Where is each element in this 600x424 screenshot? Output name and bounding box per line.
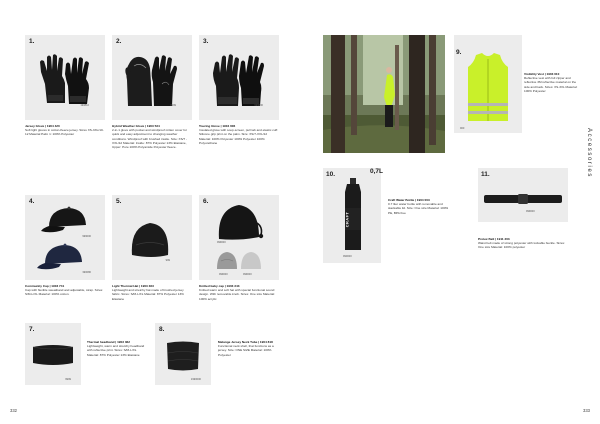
product-description-8 <box>218 340 282 357</box>
right-page-number: 333 <box>583 408 590 413</box>
product-sku: 390080 <box>82 271 91 274</box>
product-body: Lightweight, warm and stretchy headband with reflective print. Sizes: S/M-L/XL Material: 87% Polyester 13% Elastane <box>87 344 145 357</box>
glove-pair-image <box>35 48 95 108</box>
product-sku: 990000 <box>343 255 352 258</box>
product-number: 10. <box>326 171 336 178</box>
product-panel-4 <box>25 195 105 280</box>
product-title: Touring Glove | 1904 606 <box>199 124 236 128</box>
navy-cap-image <box>35 240 91 274</box>
product-body: 0.7 liter water bottle with removable and stackable lid. Size: One size Material: 100% PE, BPA free <box>388 202 449 215</box>
product-panel-10 <box>323 168 384 263</box>
product-sku: 999000 <box>526 210 535 213</box>
product-panel-7 <box>25 323 81 385</box>
product-panel-11 <box>478 168 568 222</box>
forest-photo <box>323 35 445 153</box>
product-description-4 <box>25 284 105 297</box>
knitted-cap-image <box>213 199 267 243</box>
right-page <box>300 0 600 424</box>
left-page-number: 332 <box>10 408 17 413</box>
product-body: Functional neck shell, that functions as a jersey. Size: ONE SIZE Material: 100% Polyester <box>218 344 274 357</box>
product-sku: 999 <box>165 259 170 262</box>
product-panel-8 <box>155 323 211 385</box>
product-title: Visibility Vest | 1903 610 <box>524 72 560 76</box>
product-sku: 999000 <box>82 235 91 238</box>
touring-glove-image <box>209 48 269 110</box>
product-title: Knitted baby cap | 1903 343 <box>199 284 240 288</box>
product-body: Reflective vest with full zipper and reflective 3M reflective material on the side and back. Sizes: XS-3XL Material: 100% Polyester <box>524 76 578 93</box>
product-title: Craft Water Bottle | 1904 003 <box>388 198 430 202</box>
product-description-5 <box>112 284 192 301</box>
belt-image <box>484 193 562 205</box>
product-description-10 <box>388 198 454 215</box>
product-sku: 999000 <box>217 241 226 244</box>
product-number: 9. <box>456 49 462 56</box>
product-sku: 9999 <box>65 378 71 381</box>
product-description-9 <box>524 72 580 93</box>
product-description-6 <box>199 284 279 301</box>
product-panel-5 <box>112 195 192 280</box>
product-body: Knitted warm and soft hat with special functional sound design. With removable knob. Sizes: One size Material: 100% acrylic <box>199 288 275 301</box>
product-title: Community Cap | 1903 741 <box>25 284 65 288</box>
product-title: Hybrid Weather Glove | 1903 534 <box>112 124 160 128</box>
product-panel-3 <box>199 35 279 120</box>
product-panel-1 <box>25 35 105 120</box>
product-description-1 <box>25 124 105 137</box>
product-number: 1. <box>29 38 35 45</box>
product-sku: 190810 <box>80 104 89 107</box>
product-sku: 999000 <box>219 273 228 276</box>
product-body: Lightweight and stretchy hat made of brushed jersey fabric. Sizes: S/M-L/XL Material: 87% Polyester 13% Elastane <box>112 288 184 301</box>
neck-tube-image <box>163 339 203 373</box>
product-body: Waist belt made of strong polyester with lockable buckle. Sizes: One size Material: 100% polyester <box>478 241 565 250</box>
product-sku: 999000 <box>254 104 263 107</box>
product-number: 3. <box>203 38 209 45</box>
product-panel-9 <box>454 35 522 133</box>
bottle-volume-label: 0,7L <box>370 168 384 175</box>
product-description-3 <box>199 124 279 145</box>
black-cap-image <box>39 203 95 237</box>
product-body: Cap with flexible sweatband and adjustable, strap. Sizes: S/M-L/XL Material: 100% cotton. <box>25 288 104 297</box>
product-number: 7. <box>29 326 35 333</box>
product-description-2 <box>112 124 192 149</box>
product-panel-2 <box>112 35 192 120</box>
product-number: 4. <box>29 198 35 205</box>
product-sku: 900 <box>460 127 465 130</box>
product-number: 8. <box>159 326 165 333</box>
product-description-11 <box>478 237 570 250</box>
bottle-brand-text: CRAFT <box>344 211 350 228</box>
section-label: Accessories <box>586 128 592 178</box>
product-body: Soft light gloves in cotton-fleece jersey. Sizes XS-3XL/10-12 Material Palm 1: 100% Polyester <box>25 128 104 137</box>
product-body: 2-in-1 glove with pocket and windproof mitten cover for quick and easy adjustment to changing weather conditions. Windproof with brushed inside. Size: XS/7 - XXL/12 Material: Inside: 87% Polyester 13% Elastane, Upper: Pure 100% Polyamide Polyester fleece. <box>112 128 188 149</box>
vest-image <box>462 51 514 125</box>
headband-image <box>31 341 75 369</box>
product-number: 2. <box>116 38 122 45</box>
product-title: Thermal headband | 1903 362 <box>87 340 130 344</box>
product-number: 11. <box>481 171 490 178</box>
product-title: Light Thermal Hat | 1903 363 <box>112 284 154 288</box>
knitted-cap-variants-image <box>215 249 265 271</box>
product-title: Jersey Glove | 1904 420 <box>25 124 60 128</box>
product-number: 6. <box>203 198 209 205</box>
product-body: Insulated glove with soup-screen, pull tab and elastic cuff. Silicone grip print on the palm. Size: XS/7-XXL/12 Material: 100% Polyester 100% Polyester 100% Polyurethane <box>199 128 279 145</box>
product-sku: 1990000 <box>190 378 201 381</box>
product-number: 5. <box>116 198 122 205</box>
product-description-7 <box>87 340 149 357</box>
product-panel-6 <box>199 195 279 280</box>
product-title: Protex Belt | 1911 203 <box>478 237 510 241</box>
product-sku: 9999 <box>170 104 176 107</box>
beanie-image <box>126 215 174 263</box>
product-title: Melange Jersey Neck Tube | 1904 818 <box>218 340 273 344</box>
product-sku: 999000 <box>243 273 252 276</box>
mitten-glove-image <box>122 48 182 110</box>
